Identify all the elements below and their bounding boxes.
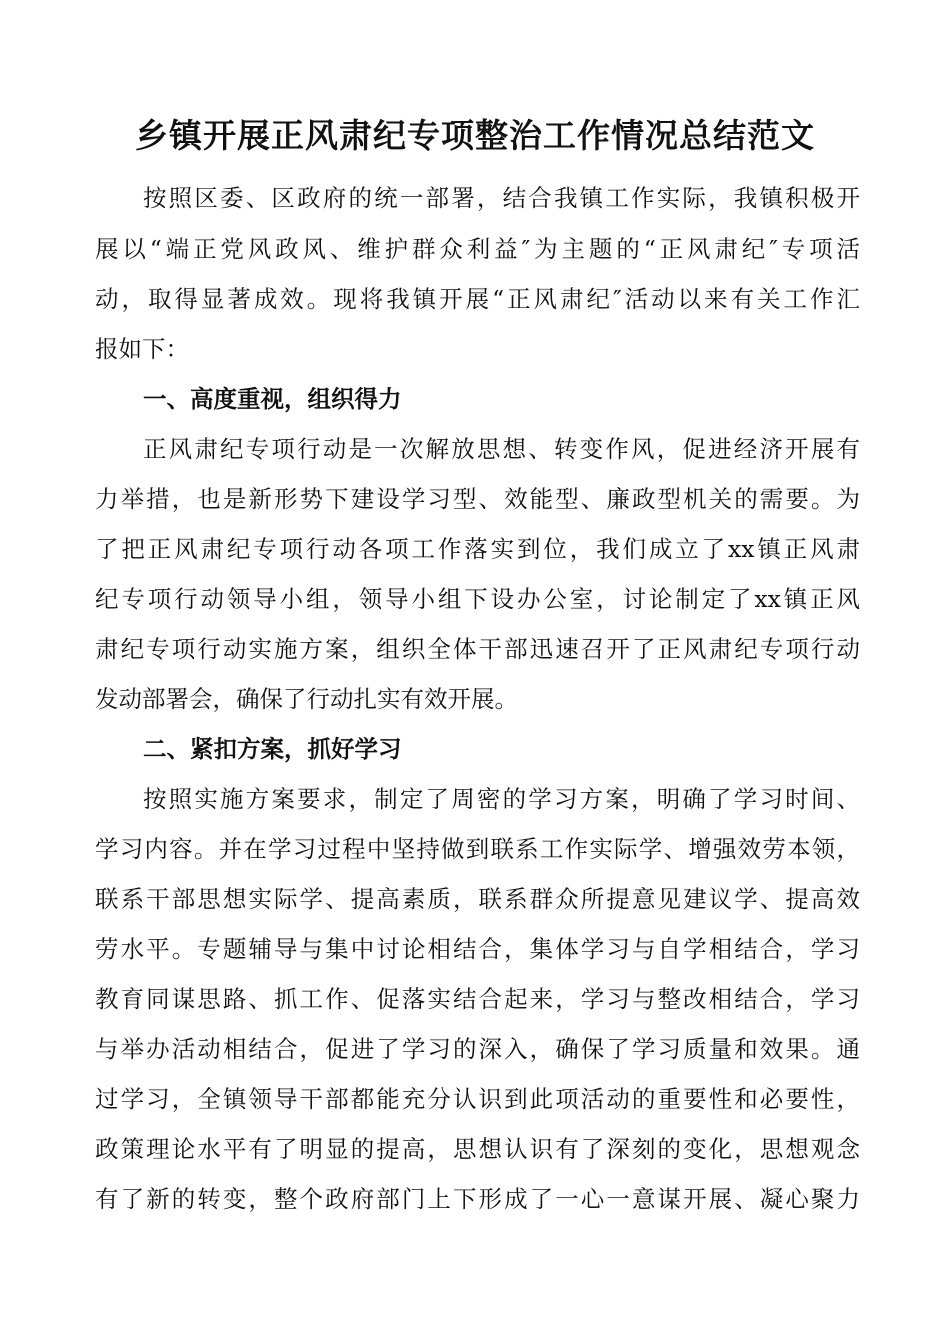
section-heading: 二、紧扣方案，抓好学习 — [143, 735, 402, 763]
paragraph-line: 按照区委、区政府的统一部署，结合我镇工作实际，我镇积极开 — [143, 184, 860, 212]
paragraph-line: 学习内容。并在学习过程中坚持做到联系工作实际学、增强效劳本领， — [95, 835, 860, 863]
paragraph-line: 发动部署会，确保了行动扎实有效开展。 — [95, 685, 518, 713]
section-heading: 一、高度重视，组织得力 — [143, 385, 402, 413]
paragraph-line: 过学习，全镇领导干部都能充分认识到此项活动的重要性和必要性， — [95, 1085, 860, 1113]
paragraph-line: 动，取得显著成效。现将我镇开展“正风肃纪″活动以来有关工作汇 — [95, 285, 860, 313]
paragraph-line: 报如下： — [95, 335, 189, 363]
paragraph-line: 政策理论水平有了明显的提高，思想认识有了深刻的变化，思想观念 — [95, 1135, 860, 1163]
paragraph-line: 教育同谋思路、抓工作、促落实结合起来，学习与整改相结合，学习 — [95, 985, 860, 1013]
paragraph-line: 力举措，也是新形势下建设学习型、效能型、廉政型机关的需要。为 — [95, 485, 860, 513]
paragraph-line: 有了新的转变，整个政府部门上下形成了一心一意谋开展、凝心聚力 — [95, 1185, 860, 1213]
paragraph-line: 按照实施方案要求，制定了周密的学习方案，明确了学习时间、 — [143, 785, 860, 813]
paragraph-line: 了把正风肃纪专项行动各项工作落实到位，我们成立了xx镇正风肃 — [95, 535, 860, 563]
paragraph-line: 劳水平。专题辅导与集中讨论相结合，集体学习与自学相结合，学习 — [95, 935, 860, 963]
paragraph-line: 正风肃纪专项行动是一次解放思想、转变作风，促进经济开展有 — [143, 435, 860, 463]
paragraph-line: 联系干部思想实际学、提高素质，联系群众所提意见建议学、提高效 — [95, 885, 860, 913]
document-title: 乡镇开展正风肃纪专项整治工作情况总结范文 — [135, 116, 815, 155]
paragraph-line: 肃纪专项行动实施方案，组织全体干部迅速召开了正风肃纪专项行动 — [95, 635, 860, 663]
paragraph-line: 纪专项行动领导小组，领导小组下设办公室，讨论制定了xx镇正风 — [95, 585, 860, 613]
paragraph-line: 与举办活动相结合，促进了学习的深入，确保了学习质量和效果。通 — [95, 1035, 860, 1063]
paragraph-line: 展以“端正党风政风、维护群众利益″为主题的“正风肃纪″专项活 — [95, 235, 860, 263]
